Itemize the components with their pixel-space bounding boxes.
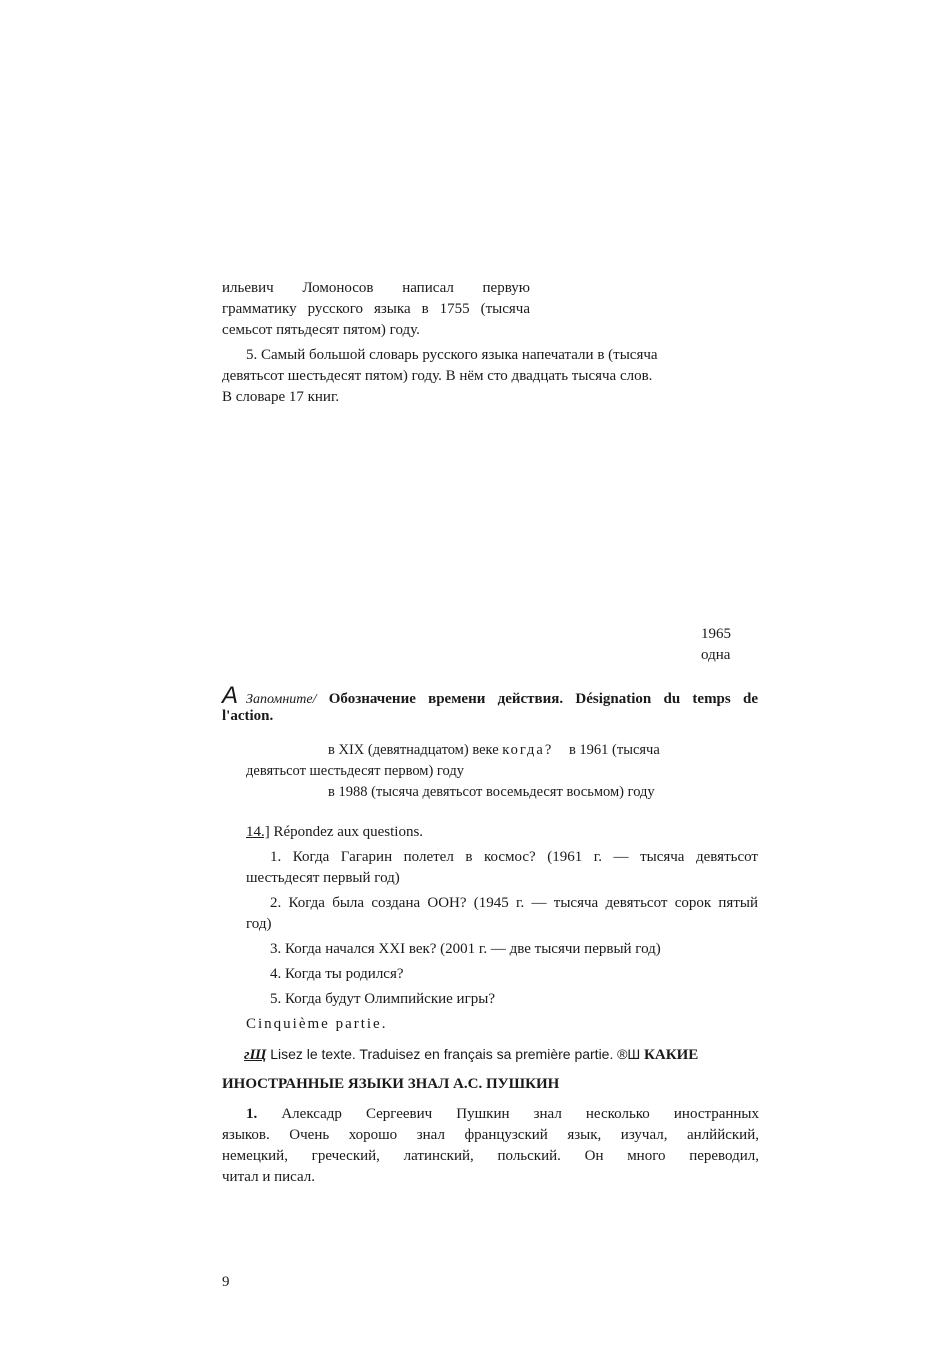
example-question: когда? — [502, 742, 554, 758]
paragraph-line: 5. Самый большой словарь русского языка напечатали в (тысяча — [246, 347, 658, 363]
example-line: в 1988 (тысяча девятьсот восемьдесят восьмом) году — [328, 784, 655, 800]
audio-mark-icon: ®Ш — [617, 1046, 641, 1062]
question-line: 4. Когда ты родился? — [270, 966, 404, 982]
paragraph-text: Алексадр Сергеевич Пушкин знал несколько иностранных — [281, 1106, 760, 1122]
remember-marker-icon: A — [222, 682, 239, 709]
exercise-14 — [246, 822, 758, 1035]
question-line: 3. Когда начался XXI век? (2001 г. — две тысячи первый год) — [270, 941, 661, 957]
question-line: 1. Когда Гагарин полетел в космос? (1961 г. — тысяча девятьсот — [270, 849, 758, 865]
paragraph-line: немецкий, греческий, латинский, польский. Он много переводил, — [222, 1148, 759, 1164]
page-number: 9 — [222, 1274, 230, 1290]
exercise-instruction: Lisez le texte. Traduisez en français sa première partie. — [270, 1046, 614, 1062]
exercise-15 — [244, 1044, 764, 1066]
text-title-line — [222, 1074, 762, 1095]
top-paragraph-line: грамматику русского языка в 1755 (тысяча — [222, 301, 530, 317]
paragraph-5 — [222, 345, 702, 408]
exercise-instruction: Répondez aux questions. — [273, 824, 424, 840]
text-title-cont: ИНОСТРАННЫЕ ЯЗЫКИ ЗНАЛ А.С. ПУШКИН — [222, 1076, 560, 1092]
remember-title-cont: l'action. — [222, 708, 274, 724]
paragraph-line: девятьсот шестьдесят пятом) году. В нём сто двадцать тысяча слов. — [222, 368, 653, 384]
remember-section — [222, 682, 758, 727]
exercise-number: гЩ — [244, 1047, 267, 1063]
exercise-number: 14.] — [246, 824, 270, 840]
margin-note — [701, 624, 761, 666]
question-line: шестьдесят первый год) — [246, 870, 400, 886]
example-text: в 1961 (тысяча — [568, 742, 660, 758]
question-line: 5. Когда будут Олимпийские игры? — [270, 991, 495, 1007]
margin-note-word: одна — [701, 647, 731, 663]
examples-block — [246, 740, 758, 803]
question-line: год) — [246, 916, 272, 932]
question-line: 2. Когда была создана ООН? (1945 г. — тысяча девятьсот сорок пятый — [270, 895, 758, 911]
paragraph-number: 1. — [246, 1106, 258, 1122]
paragraph-line: В словаре 17 книг. — [222, 389, 340, 405]
top-paragraph-line: семьсот пятьдесят пятом) году. — [222, 322, 420, 338]
remember-label: Запомните/ — [246, 692, 317, 707]
part-heading: Cinquième partie. — [246, 1016, 388, 1032]
paragraph-line: языков. Очень хорошо знал французский язык, изучал, анлййский, — [222, 1127, 759, 1143]
text-title: КАКИЕ — [644, 1047, 699, 1063]
paragraph-line: читал и писал. — [222, 1169, 316, 1185]
top-paragraph-line: ильевич Ломоносов написал первую — [222, 280, 530, 296]
margin-note-year: 1965 — [701, 626, 731, 642]
top-paragraph — [222, 278, 530, 341]
example-line: девятьсот шестьдесят первом) году — [246, 763, 464, 779]
text-paragraph-1 — [222, 1104, 759, 1188]
example-text: в XIX (девятнадцатом) веке — [328, 742, 499, 758]
remember-title: Обозначение времени действия. Désignation du temps de — [328, 691, 758, 707]
